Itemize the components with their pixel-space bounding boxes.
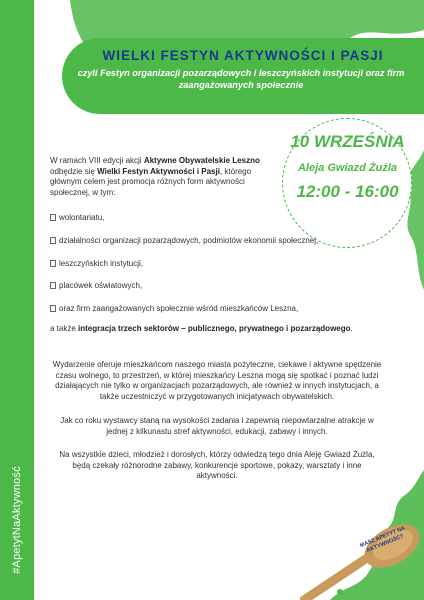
list-item: wolontariatu, (50, 213, 104, 222)
intro-paragraph: W ramach VIII edycji akcji Aktywne Obywatelskie Leszno odbędzie się Wielki Festyn Aktywności i Pasji, którego głównym celem jest promocja różnych form aktywności społecznej, w tym: (50, 156, 260, 197)
bullet-box-icon (50, 282, 56, 289)
page-title: WIELKI FESTYN AKTYWNOŚCI I PASJI (102, 48, 384, 63)
hashtag-text: #ApetytNaAktywność (11, 466, 23, 574)
list-item: placówek oświatowych, (50, 281, 142, 290)
list-item: leszczyńskich instytucji, (50, 259, 143, 268)
description-paragraph: Jak co roku wystawcy staną na wysokości zadania i zapewnią niepowtarzalne atrakcje w jednej z kilkunastu stref aktywności, edukacji, zabawy i innych. (60, 416, 374, 436)
event-time: 12:00 - 16:00 (296, 182, 399, 201)
spoon-label: MASZ APETYT NA AKTYWNOŚĆ? (359, 525, 407, 554)
page-subtitle: czyli Festyn organizacji pozarządowych i leszczyńskich instytucji oraz firm zaangażowanych społecznie (77, 68, 405, 90)
event-date: 10 WRZEŚNIA (290, 132, 405, 151)
bullet-box-icon (50, 260, 56, 267)
bullet-box-icon (50, 237, 56, 244)
description-paragraph: Na wszystkie dzieci, młodzież i dorosłych, którzy odwiedzą tego dnia Aleję Gwiazd Żużla, będą czekały różnorodne zabawy, konkurencje sportowe, pokazy, warsztaty i inne aktywności. (59, 450, 375, 481)
bullet-box-icon (50, 214, 56, 221)
event-place: Aleja Gwiazd Żużla (297, 162, 398, 174)
integration-line: a także integracja trzech sektorów – publicznego, prywatnego i pozarządowego. (50, 324, 353, 333)
list-item: oraz firm zaangażowanych społecznie wśród mieszkańców Leszna, (50, 304, 298, 313)
list-item: działalności organizacji pozarządowych, podmiotów ekonomii społecznej, (50, 236, 318, 245)
hashtag-vertical (0, 0, 34, 600)
description-paragraph: Wydarzenie oferuje mieszkańcom naszego miasta pożyteczne, ciekawe i aktywne spędzenie czasu wolnego, to przestrzeń, w której mieszkańcy Leszna mogą się spotkać i poznać ludzi działających nie tylko w organizacjach pozarządowych, ale również w innych instytucjach, a także uczestniczyć w przygotowanych inicjatywach obywatelskich. (52, 360, 382, 401)
bullet-box-icon (50, 305, 56, 312)
